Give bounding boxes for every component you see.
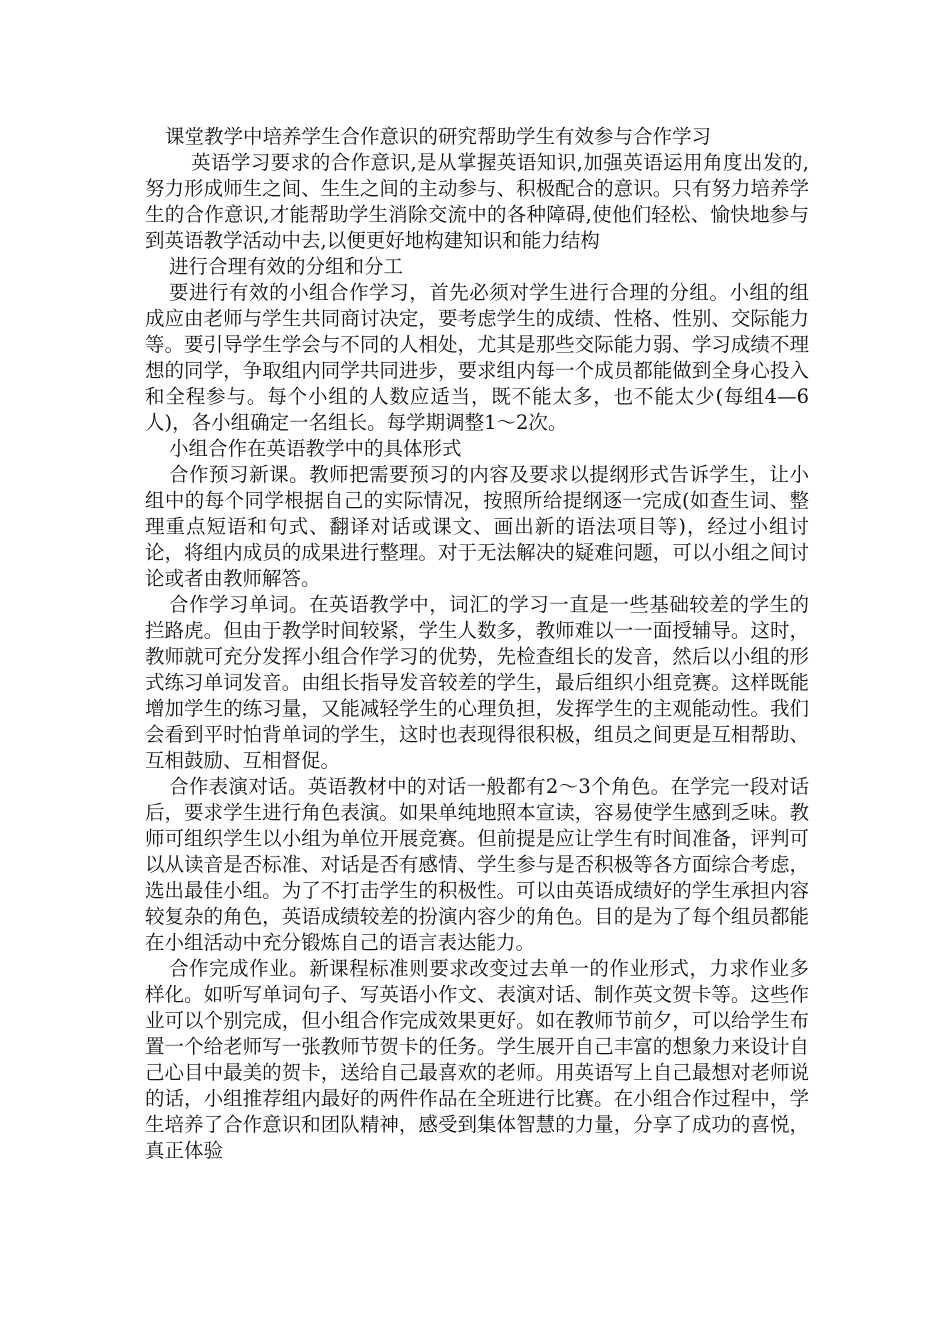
paragraph-homework: 合作完成作业。新课程标准则要求改变过去单一的作业形式，力求作业多样化。如听写单词句子、写英语小作文、表演对话、制作英文贺卡等。这些作业可以个别完成，但小组合作完成效果更好。如在教师节前夕，可以给学生布置一个给老师写一张教师节贺卡的任务。学生展开自己丰富的想象力来设计自己心目中最美的贺卡，送给自己最喜欢的老师。用英语写上自己最想对老师说的话，小组推荐组内最好的两件作品在全班进行比赛。在小组合作过程中，学生培养了合作意识和团队精神，感受到集体智慧的力量，分享了成功的喜悦，真正体验 bbox=[145, 957, 809, 1162]
document-page bbox=[145, 124, 809, 1164]
paragraph-preview: 合作预习新课。教师把需要预习的内容及要求以提纲形式告诉学生，让小组中的每个同学根据自己的实际情况，按照所给提纲逐一完成(如查生词、整理重点短语和句式、翻译对话或课文、画出新的语法项目等)，经过小组讨论，将组内成员的成果进行整理。对于无法解决的疑难问题，可以小组之间讨论或者由教师解答。 bbox=[145, 463, 809, 590]
document-title: 课堂教学中培养学生合作意识的研究帮助学生有效参与合作学习 bbox=[165, 125, 712, 148]
paragraph-dialogue: 合作表演对话。英语教材中的对话一般都有2～3个角色。在学完一段对话后，要求学生进行角色表演。如果单纯地照本宣读，容易使学生感到乏味。教师可组织学生以小组为单位开展竞赛。但前提是应让学生有时间准备，评判可以从读音是否标准、对话是否有感情、学生参与是否积极等各方面综合考虑，选出最佳小组。为了不打击学生的积极性。可以由英语成绩好的学生承担内容较复杂的角色，英语成绩较差的扮演内容少的角色。目的是为了每个组员都能在小组活动中充分锻炼自己的语言表达能力。 bbox=[145, 775, 809, 954]
intro-paragraph: 英语学习要求的合作意识,是从掌握英语知识,加强英语运用角度出发的,努力形成师生之间、生生之间的主动参与、积极配合的意识。只有努力培养学生的合作意识,才能帮助学生消除交流中的各种障碍,使他们轻松、愉快地参与到英语教学活动中去,以便更好地构建知识和能力结构 bbox=[145, 151, 809, 252]
paragraph-vocabulary: 合作学习单词。在英语教学中，词汇的学习一直是一些基础较差的学生的拦路虎。但由于教学时间较紧，学生人数多，教师难以一一面授辅导。这时，教师就可充分发挥小组合作学习的优势，先检查组长的发音，然后以小组的形式练习单词发音。由组长指导发音较差的学生，最后组织小组竞赛。这样既能增加学生的练习量，又能减轻学生的心理负担，发挥学生的主观能动性。我们会看到平时怕背单词的学生，这时也表现得很积极，组员之间更是互相帮助、互相鼓励、互相督促。 bbox=[145, 593, 809, 772]
section-heading-forms: 小组合作在英语教学中的具体形式 bbox=[169, 437, 462, 460]
grouping-paragraph: 要进行有效的小组合作学习，首先必须对学生进行合理的分组。小组的组成应由老师与学生共同商讨决定，要考虑学生的成绩、性格、性别、交际能力等。要引导学生学会与不同的人相处，尤其是那些交际能力弱、学习成绩不理想的同学，争取组内同学共同进步，要求组内每一个成员都能做到全身心投入和全程参与。每个小组的人数应适当，既不能太多，也不能太少(每组4—6人)，各小组确定一名组长。每学期调整1～2次。 bbox=[145, 281, 809, 434]
section-heading-grouping: 进行合理有效的分组和分工 bbox=[169, 255, 404, 278]
